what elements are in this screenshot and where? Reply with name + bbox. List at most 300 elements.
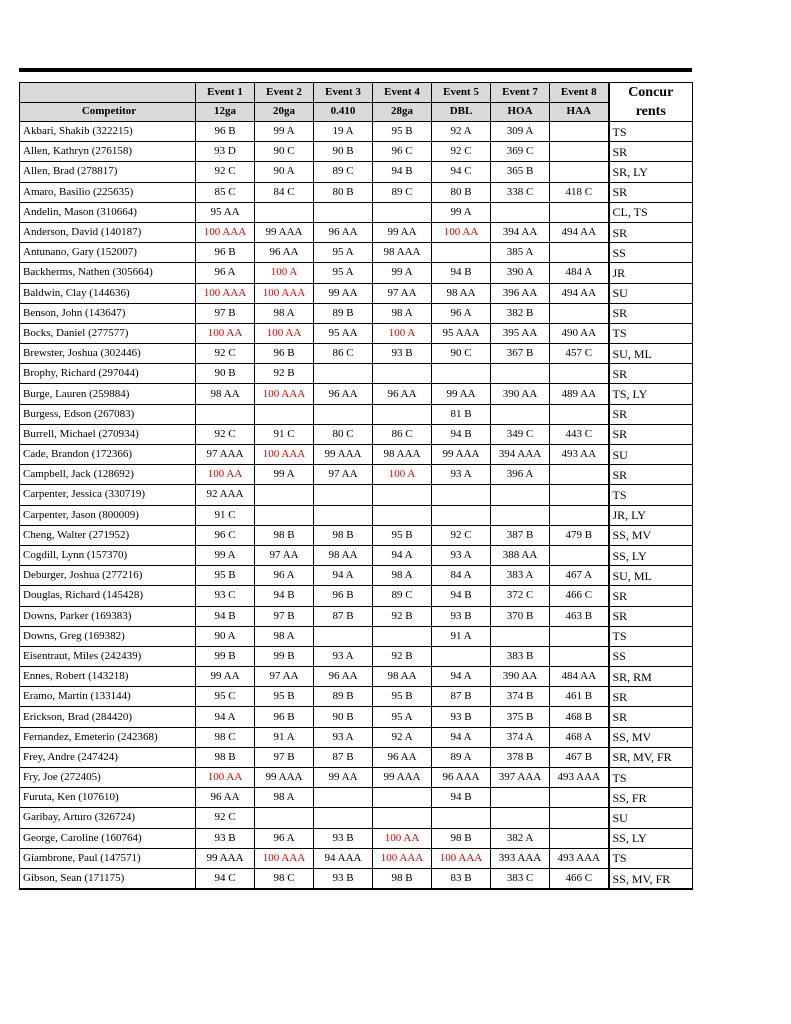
score-cell: 98 A [255, 303, 314, 323]
competitor-name: Garibay, Arturo (326724) [20, 808, 196, 828]
competitor-name: Akbari, Shakib (322215) [20, 122, 196, 142]
score-cell: 95 B [255, 687, 314, 707]
score-cell: 338 C [491, 182, 550, 202]
header-gauge: HOA [491, 102, 550, 122]
score-cell: 80 B [314, 182, 373, 202]
score-cell [314, 788, 373, 808]
score-cell: 95 B [373, 525, 432, 545]
score-cell: 87 B [314, 606, 373, 626]
score-cell: 99 AAA [314, 445, 373, 465]
score-cell: 98 C [255, 868, 314, 889]
score-cell: 390 AA [491, 667, 550, 687]
concurrents-cell: SU [609, 283, 693, 303]
table-row [20, 243, 693, 263]
score-cell: 395 AA [491, 323, 550, 343]
score-cell: 468 A [550, 727, 609, 747]
table-row [20, 263, 693, 283]
score-cell: 94 AAA [314, 848, 373, 868]
table-row [20, 364, 693, 384]
score-cell: 94 B [432, 586, 491, 606]
table-row [20, 545, 693, 565]
score-cell: 493 AAA [550, 768, 609, 788]
score-cell: 93 A [432, 545, 491, 565]
score-cell: 96 AA [314, 222, 373, 242]
score-cell: 99 AA [314, 768, 373, 788]
score-cell: 98 AAA [373, 243, 432, 263]
score-cell: 94 A [373, 545, 432, 565]
score-cell: 92 C [432, 525, 491, 545]
score-cell: 81 B [432, 404, 491, 424]
score-cell: 99 A [432, 202, 491, 222]
score-cell: 100 AAA [432, 848, 491, 868]
table-row [20, 222, 693, 242]
score-cell [550, 505, 609, 525]
score-cell: 99 AA [432, 384, 491, 404]
score-cell: 94 B [196, 606, 255, 626]
score-cell: 393 AAA [491, 848, 550, 868]
score-cell: 98 A [255, 626, 314, 646]
table-row [20, 707, 693, 727]
score-cell: 90 A [196, 626, 255, 646]
concurrents-cell: SR [609, 424, 693, 444]
score-cell: 97 B [255, 747, 314, 767]
competitor-name: Carpenter, Jason (800009) [20, 505, 196, 525]
concurrents-cell: SS, MV, FR [609, 868, 693, 889]
score-cell: 95 A [314, 243, 373, 263]
score-cell [491, 202, 550, 222]
score-cell [255, 404, 314, 424]
table-row [20, 868, 693, 889]
competitor-name: Burgess, Edson (267083) [20, 404, 196, 424]
competitor-name: Downs, Greg (169382) [20, 626, 196, 646]
score-cell: 83 B [432, 868, 491, 889]
concurrents-cell: TS [609, 626, 693, 646]
score-cell: 94 C [432, 162, 491, 182]
score-cell [550, 142, 609, 162]
score-cell: 92 C [196, 424, 255, 444]
score-cell: 100 AA [373, 828, 432, 848]
competitor-name: Fry, Joe (272405) [20, 768, 196, 788]
score-cell: 466 C [550, 868, 609, 889]
competitor-name: Bocks, Daniel (277577) [20, 323, 196, 343]
score-cell: 96 A [196, 263, 255, 283]
score-cell: 494 AA [550, 222, 609, 242]
competitor-name: Downs, Parker (169383) [20, 606, 196, 626]
score-cell: 97 AA [255, 667, 314, 687]
score-cell: 89 C [373, 182, 432, 202]
score-cell: 375 B [491, 707, 550, 727]
score-cell: 92 C [432, 142, 491, 162]
score-cell [491, 364, 550, 384]
competitor-name: Burge, Lauren (259884) [20, 384, 196, 404]
score-cell: 96 AA [314, 667, 373, 687]
table-row [20, 848, 693, 868]
score-cell: 100 AAA [255, 283, 314, 303]
score-cell: 90 B [314, 707, 373, 727]
score-cell: 100 AAA [255, 445, 314, 465]
score-cell: 84 A [432, 566, 491, 586]
score-cell: 96 B [196, 243, 255, 263]
table-row [20, 687, 693, 707]
concurrents-cell: SU [609, 808, 693, 828]
table-row [20, 626, 693, 646]
competitor-name: Eisentraut, Miles (242439) [20, 646, 196, 666]
header-gauge: HAA [550, 102, 609, 122]
score-cell: 100 AAA [255, 848, 314, 868]
header-competitor: Competitor [20, 102, 196, 122]
score-cell: 93 A [432, 465, 491, 485]
concurrents-cell: TS [609, 122, 693, 142]
score-cell [314, 485, 373, 505]
score-cell: 92 A [432, 122, 491, 142]
concurrents-cell: SS, LY [609, 545, 693, 565]
concurrents-cell: SS, MV [609, 727, 693, 747]
score-cell: 92 B [373, 606, 432, 626]
score-cell: 94 C [196, 868, 255, 889]
concurrents-cell: SR, RM [609, 667, 693, 687]
table-row [20, 586, 693, 606]
table-row [20, 202, 693, 222]
score-cell: 468 B [550, 707, 609, 727]
competitor-name: Amaro, Basilio (225635) [20, 182, 196, 202]
header-concurrents [609, 83, 693, 122]
header-event: Event 4 [373, 83, 432, 103]
concurrents-cell: SR [609, 707, 693, 727]
score-cell: 372 C [491, 586, 550, 606]
score-cell: 93 C [196, 586, 255, 606]
score-cell [550, 122, 609, 142]
concurrents-cell: SS, MV [609, 525, 693, 545]
score-cell [550, 202, 609, 222]
competitor-name: Deburger, Joshua (277216) [20, 566, 196, 586]
competitor-name: Eramo, Martin (133144) [20, 687, 196, 707]
concurrents-cell: SR [609, 222, 693, 242]
table-row [20, 747, 693, 767]
score-cell [373, 364, 432, 384]
score-cell: 418 C [550, 182, 609, 202]
score-cell: 97 B [255, 606, 314, 626]
header-concurrents-line1: Concur [628, 85, 674, 100]
score-cell: 96 A [255, 828, 314, 848]
competitor-name: Cogdill, Lynn (157370) [20, 545, 196, 565]
score-cell [550, 788, 609, 808]
score-cell: 95 AA [196, 202, 255, 222]
table-row [20, 788, 693, 808]
top-rule [19, 68, 692, 72]
score-cell: 484 AA [550, 667, 609, 687]
score-cell: 99 A [196, 545, 255, 565]
score-cell: 98 B [373, 868, 432, 889]
competitor-name: Backherms, Nathen (305664) [20, 263, 196, 283]
score-cell: 385 A [491, 243, 550, 263]
score-cell: 349 C [491, 424, 550, 444]
score-cell: 99 A [373, 263, 432, 283]
table-row [20, 182, 693, 202]
score-cell: 94 B [432, 788, 491, 808]
score-cell: 86 C [314, 344, 373, 364]
score-cell [373, 485, 432, 505]
score-cell [491, 626, 550, 646]
concurrents-cell: SS, LY [609, 828, 693, 848]
score-cell: 396 A [491, 465, 550, 485]
score-cell: 89 B [314, 687, 373, 707]
table-row [20, 283, 693, 303]
score-cell: 92 B [255, 364, 314, 384]
score-cell: 479 B [550, 525, 609, 545]
score-cell: 92 AAA [196, 485, 255, 505]
score-cell [314, 808, 373, 828]
score-cell [550, 808, 609, 828]
score-cell [550, 243, 609, 263]
concurrents-cell: SS [609, 243, 693, 263]
score-cell: 365 B [491, 162, 550, 182]
concurrents-cell: CL, TS [609, 202, 693, 222]
score-cell: 90 A [255, 162, 314, 182]
score-cell [255, 202, 314, 222]
score-cell: 98 AA [196, 384, 255, 404]
score-cell: 96 C [196, 525, 255, 545]
score-cell: 382 B [491, 303, 550, 323]
score-cell: 383 B [491, 646, 550, 666]
score-cell: 98 A [373, 303, 432, 323]
competitor-name: George, Caroline (160764) [20, 828, 196, 848]
competitor-name: Frey, Andre (247424) [20, 747, 196, 767]
competitor-name: Allen, Kathryn (276158) [20, 142, 196, 162]
score-cell: 90 B [196, 364, 255, 384]
score-cell: 95 C [196, 687, 255, 707]
score-cell [373, 404, 432, 424]
header-gauge: 28ga [373, 102, 432, 122]
score-cell: 90 C [255, 142, 314, 162]
score-cell: 378 B [491, 747, 550, 767]
concurrents-cell: SU, ML [609, 344, 693, 364]
concurrents-cell: SS, FR [609, 788, 693, 808]
score-cell: 463 B [550, 606, 609, 626]
score-cell: 91 C [255, 424, 314, 444]
header-event: Event 5 [432, 83, 491, 103]
score-cell: 374 A [491, 727, 550, 747]
table-row [20, 162, 693, 182]
score-cell: 94 A [196, 707, 255, 727]
score-cell: 98 A [373, 566, 432, 586]
score-cell: 94 B [373, 162, 432, 182]
score-cell: 99 B [255, 646, 314, 666]
score-cell [255, 485, 314, 505]
score-cell: 95 B [373, 687, 432, 707]
score-cell [373, 626, 432, 646]
concurrents-cell: SU, ML [609, 566, 693, 586]
score-cell [550, 646, 609, 666]
score-cell: 100 AAA [196, 222, 255, 242]
score-cell: 91 C [196, 505, 255, 525]
score-cell [432, 808, 491, 828]
score-cell: 396 AA [491, 283, 550, 303]
table-row [20, 808, 693, 828]
score-cell [432, 364, 491, 384]
competitor-name: Douglas, Richard (145428) [20, 586, 196, 606]
score-cell: 100 AA [196, 323, 255, 343]
competitor-name: Erickson, Brad (284420) [20, 707, 196, 727]
score-cell [491, 788, 550, 808]
score-cell [432, 646, 491, 666]
table-row [20, 122, 693, 142]
competitor-name: Anderson, David (140187) [20, 222, 196, 242]
competitor-name: Brewster, Joshua (302446) [20, 344, 196, 364]
header-gauge: 12ga [196, 102, 255, 122]
score-cell: 87 B [314, 747, 373, 767]
score-cell: 494 AA [550, 283, 609, 303]
score-cell [550, 303, 609, 323]
concurrents-cell: SS [609, 646, 693, 666]
competitor-name: Ennes, Robert (143218) [20, 667, 196, 687]
score-cell [550, 162, 609, 182]
score-cell: 100 AAA [255, 384, 314, 404]
score-cell: 90 B [314, 142, 373, 162]
score-cell [550, 404, 609, 424]
table-row [20, 303, 693, 323]
score-cell: 89 C [373, 586, 432, 606]
score-cell [432, 485, 491, 505]
header-event: Event 8 [550, 83, 609, 103]
score-cell: 93 D [196, 142, 255, 162]
score-cell: 100 AAA [373, 848, 432, 868]
score-cell: 89 B [314, 303, 373, 323]
score-cell: 100 A [255, 263, 314, 283]
score-cell: 84 C [255, 182, 314, 202]
table-row [20, 384, 693, 404]
table-row [20, 606, 693, 626]
score-cell: 92 A [373, 727, 432, 747]
table-row [20, 727, 693, 747]
score-cell: 98 AA [314, 545, 373, 565]
score-cell: 93 B [432, 707, 491, 727]
concurrents-cell: TS, LY [609, 384, 693, 404]
score-cell: 97 AA [255, 545, 314, 565]
score-cell: 94 B [432, 424, 491, 444]
score-cell: 97 AA [314, 465, 373, 485]
table-row [20, 505, 693, 525]
score-cell: 94 A [432, 667, 491, 687]
score-cell: 99 AAA [196, 848, 255, 868]
score-cell: 443 C [550, 424, 609, 444]
concurrents-cell: SR [609, 364, 693, 384]
score-cell: 98 AAA [373, 445, 432, 465]
concurrents-cell: SR [609, 465, 693, 485]
score-cell: 99 A [255, 122, 314, 142]
table-row [20, 646, 693, 666]
concurrents-cell: JR [609, 263, 693, 283]
score-cell: 80 C [314, 424, 373, 444]
score-cell: 96 AA [255, 243, 314, 263]
concurrents-cell: SR [609, 687, 693, 707]
header-blank-cell [20, 83, 196, 103]
score-cell: 383 A [491, 566, 550, 586]
score-cell: 99 AAA [255, 768, 314, 788]
table-row [20, 323, 693, 343]
score-cell: 96 AAA [432, 768, 491, 788]
score-cell [550, 465, 609, 485]
score-cell: 490 AA [550, 323, 609, 343]
score-cell: 19 A [314, 122, 373, 142]
score-cell: 390 A [491, 263, 550, 283]
score-cell: 367 B [491, 344, 550, 364]
concurrents-cell: TS [609, 323, 693, 343]
score-cell: 98 B [314, 525, 373, 545]
concurrents-cell: SR [609, 606, 693, 626]
score-cell: 370 B [491, 606, 550, 626]
header-row-events [20, 83, 693, 103]
header-gauge: 20ga [255, 102, 314, 122]
score-cell: 394 AAA [491, 445, 550, 465]
score-cell: 96 A [432, 303, 491, 323]
concurrents-cell: SU [609, 445, 693, 465]
score-cell: 95 AAA [432, 323, 491, 343]
header-gauge: DBL [432, 102, 491, 122]
score-cell [314, 202, 373, 222]
score-cell: 93 B [314, 828, 373, 848]
competitor-name: Furuta, Ken (107610) [20, 788, 196, 808]
concurrents-cell: JR, LY [609, 505, 693, 525]
score-cell: 96 B [255, 707, 314, 727]
score-cell: 95 A [373, 707, 432, 727]
score-cell: 493 AA [550, 445, 609, 465]
concurrents-cell: SR [609, 303, 693, 323]
score-cell: 383 C [491, 868, 550, 889]
score-cell: 100 AA [196, 465, 255, 485]
competitor-name: Giambrone, Paul (147571) [20, 848, 196, 868]
score-cell: 461 B [550, 687, 609, 707]
score-cell: 99 B [196, 646, 255, 666]
score-cell: 467 B [550, 747, 609, 767]
score-cell [373, 505, 432, 525]
score-cell [550, 485, 609, 505]
results-table [19, 82, 693, 890]
score-cell: 89 A [432, 747, 491, 767]
score-cell: 382 A [491, 828, 550, 848]
score-cell: 96 AA [373, 384, 432, 404]
score-cell: 96 AA [314, 384, 373, 404]
score-cell: 99 AAA [373, 768, 432, 788]
score-cell [491, 485, 550, 505]
score-cell: 99 AAA [255, 222, 314, 242]
score-cell: 397 AAA [491, 768, 550, 788]
concurrents-cell: SR [609, 182, 693, 202]
header-event: Event 1 [196, 83, 255, 103]
table-row [20, 465, 693, 485]
competitor-name: Cade, Brandon (172366) [20, 445, 196, 465]
competitor-name: Andelin, Mason (310664) [20, 202, 196, 222]
competitor-name: Gibson, Sean (171175) [20, 868, 196, 889]
table-row [20, 404, 693, 424]
score-cell [491, 808, 550, 828]
header-concurrents-line2: rents [635, 104, 666, 119]
score-cell: 93 B [432, 606, 491, 626]
score-cell: 100 AA [196, 768, 255, 788]
score-cell: 93 A [314, 646, 373, 666]
score-cell: 457 C [550, 344, 609, 364]
concurrents-cell: SR [609, 404, 693, 424]
concurrents-cell: TS [609, 848, 693, 868]
score-cell: 94 B [432, 263, 491, 283]
score-cell: 96 A [255, 566, 314, 586]
concurrents-cell: SR, MV, FR [609, 747, 693, 767]
score-cell: 93 A [314, 727, 373, 747]
header-gauge: 0.410 [314, 102, 373, 122]
score-cell: 467 A [550, 566, 609, 586]
score-cell: 98 B [432, 828, 491, 848]
score-cell [432, 243, 491, 263]
score-cell: 98 AA [432, 283, 491, 303]
